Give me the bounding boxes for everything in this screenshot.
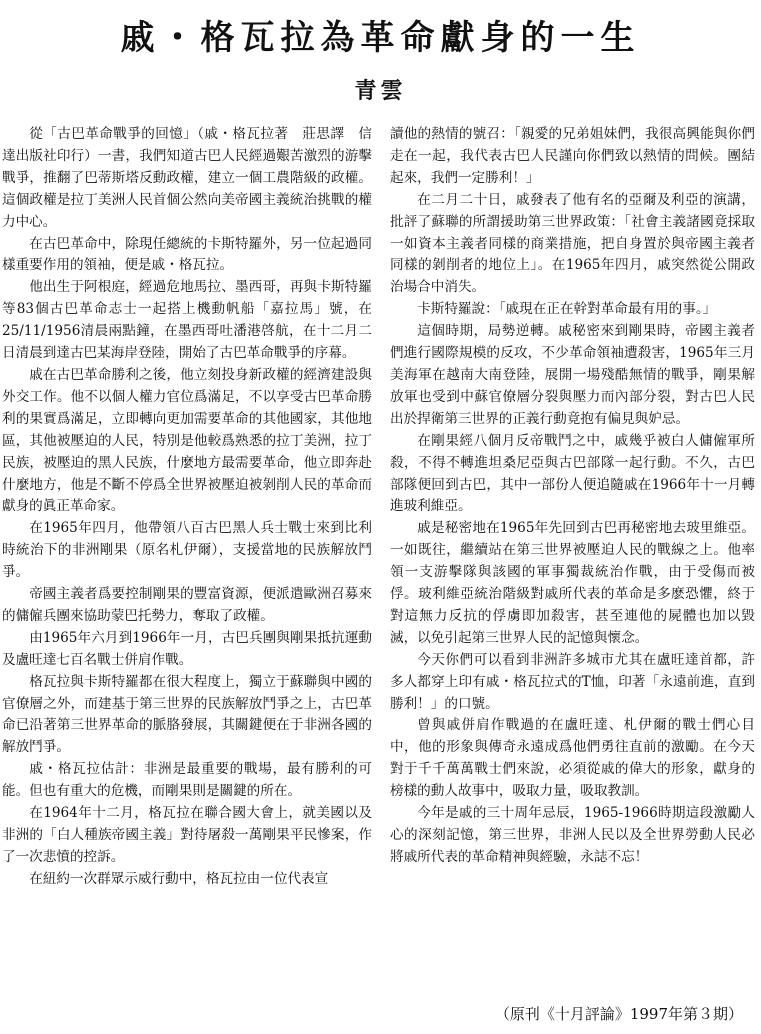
paragraph: 從「古巴革命戰爭的回憶」（戚・格瓦拉著 莊思譯 信達出版社印行）一書，我們知道古巴人民經過艱苦激烈的游擊戰爭，推翻了巴蒂斯塔反動政權，建立一個工農階級的政權。這個政權是拉丁美洲人民首個公然向美帝國主義統治挑戰的權力中心。 xyxy=(2,126,372,230)
paragraph: 他出生于阿根庭，經過危地馬拉、墨西哥，再與卡斯特羅等83個古巴革命志士一起搭上機動帆船「嘉拉馬」號，在25/11/1956清晨兩點鐘，在墨西哥吐潘港啓航，在十二月二日清晨到達古巴某海岸登陸，開始了古巴革命戰爭的序幕。 xyxy=(2,279,372,362)
article-title: 戚・格瓦拉為革命獻身的一生 xyxy=(120,18,641,58)
paragraph: 這個時期，局勢逆轉。戚秘密來到剛果時，帝國主義者們進行國際規模的反攻，不少革命領袖遭殺害，1965年三月美海軍在越南大南登陸，展開一場殘酷無情的戰爭，剛果解放軍也受到中蘇官僚層分裂與壓力而內部分裂，對古巴人民出於捍衛第三世界的正義行動竟抱有偏見與妒忌。 xyxy=(390,323,755,427)
paragraph: 格瓦拉與卡斯特羅都在很大程度上，獨立于蘇聯與中國的官僚層之外，而建基于第三世界的民族解放鬥爭之上，古巴革命已沿著第三世界革命的脈胳發展，其關鍵便在于非洲各國的解放鬥爭。 xyxy=(2,673,372,756)
paragraph: 戚・格瓦拉估計：非洲是最重要的戰場，最有勝利的可能。但也有重大的危機，而剛果則是關鍵的所在。 xyxy=(2,761,372,800)
paragraph: 在二月二十日，戚發表了他有名的亞爾及利亞的演講，批評了蘇聯的所謂援助第三世界政策：「社會主義諸國竟採取一如資本主義者同樣的商業措施，把自身置於與帝國主義者同樣的剝削者的地位上」。在1965年四月，戚突然從公開政治場合中消失。 xyxy=(390,191,755,296)
paragraph: 戚在古巴革命勝利之後，他立刻投身新政權的經濟建設與外交工作。他不以個人權力官位爲滿足，不以享受古巴革命勝利的果實爲滿足，立即轉向更加需要革命的其他國家，其他地區，其他被壓迫的人民，特別是他較爲熟悉的拉丁美洲，拉丁民族，被壓迫的黑人民族，什麼地方最需要革命，他立即奔赴什麼地方，他是不斷不停爲全世界被壓迫被剝削人民的革命而獻身的眞正革命家。 xyxy=(2,366,372,515)
paragraph: 戚是秘密地在1965年先回到古巴再秘密地去玻里維亞。一如既往，繼續站在第三世界被壓迫人民的戰線之上。他率領一支游擊隊與該國的軍事獨裁統治作戰，由于受傷而被俘。玻利維亞統治階級對戚所代表的革命是多麽恐懼，終于對這無力反抗的俘虜即加殺害，甚至連他的屍體也加以毀滅，以免引起第三世界人民的記憶與懷念。 xyxy=(390,520,755,646)
paragraph: 由1965年六月到1966年一月，古巴兵團與剛果抵抗運動及盧旺達七百名戰士併肩作戰。 xyxy=(2,629,372,668)
left-column xyxy=(2,124,372,891)
paragraph: 帝國主義者爲要控制剛果的豐富資源，便派遣歐洲召募來的傭僱兵團來協助蒙巴托勢力，奪取了政權。 xyxy=(2,586,372,624)
paragraph: 在紐約一次群眾示威行動中，格瓦拉由一位代表宣 xyxy=(29,870,329,887)
paragraph: 在剛果經八個月反帝戰鬥之中，戚幾乎被白人傭僱軍所殺，不得不轉進坦桑尼亞與古巴部隊一起行動。不久，古巴部隊便回到古巴，其中一部份人便追隨戚在1966年十一月轉進玻利維亞。 xyxy=(390,432,755,515)
paragraph: 在古巴革命中，除現任總統的卡斯特羅外，另一位起過同樣重要作用的領袖，便是戚・格瓦拉。 xyxy=(2,235,372,274)
paragraph: 在1964年十二月，格瓦拉在聯合國大會上，就美國以及非洲的「白人種族帝國主義」對待屠殺一萬剛果平民慘案，作了一次悲憤的控訴。 xyxy=(2,805,372,865)
paragraph: 今年是戚的三十周年忌辰，1965-1966時期這段激勵人心的深刻記憶，第三世界，非洲人民以及全世界勞動人民必將戚所代表的革命精神與經驗，永誌不忘！ xyxy=(390,805,755,865)
paragraph: 在1965年四月，他帶領八百古巴黑人兵士戰士來到比利時統治下的非洲剛果（原名札伊爾），支援當地的民族解放鬥爭。 xyxy=(2,520,372,581)
paragraph: 曾與戚併肩作戰過的在盧旺達、札伊爾的戰士們心目中，他的形象與傳奇永遠成爲他們勇往直前的激勵。在今天對于千千萬萬戰士們來說，必須從戚的偉大的形象，獻身的榜樣的動人故事中，吸取力量，吸取教訓。 xyxy=(390,717,755,800)
article-author: 青雲 xyxy=(354,78,407,104)
right-column xyxy=(390,124,755,869)
paragraph: 讀他的熱情的號召：「親愛的兄弟姐妹們，我很高興能與你們走在一起，我代表古巴人民謹向你們致以熱情的問候。團結起來，我們一定勝利！」 xyxy=(390,126,755,186)
paragraph: 今天你們可以看到非洲許多城市尤其在盧旺達首都，許多人都穿上印有戚・格瓦拉式的T恤，印著「永遠前進，直到勝利！」的口號。 xyxy=(390,651,755,712)
paragraph: 卡斯特羅說：「戚現在正在幹對革命最有用的事。」 xyxy=(417,301,717,318)
source-citation: （原刊《十月評論》1997年第３期） xyxy=(494,1005,743,1023)
